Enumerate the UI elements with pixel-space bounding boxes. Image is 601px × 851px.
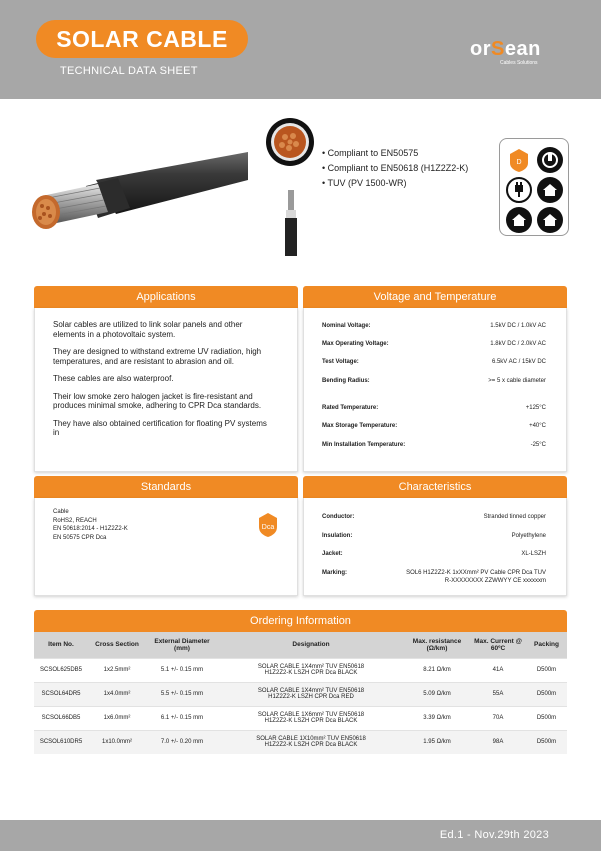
dca-badge-icon (257, 512, 279, 538)
applications-paragraph: Solar cables are utilized to link solar panels and other elements in a photovoltaic system. (53, 320, 243, 339)
cross-section-cell: 1x6.0mm² (88, 706, 146, 730)
diameter-cell: 6.1 +/- 0.15 mm (146, 706, 218, 730)
resistance-cell: 5.09 Ω/km (404, 682, 470, 706)
applications-section (34, 308, 298, 472)
svg-text:Dca: Dca (261, 524, 275, 531)
edition-date: Ed.1 - Nov.29th 2023 (439, 829, 549, 841)
standards-line: RoHS2, REACH (53, 517, 97, 524)
compliance-item: • Compliant to EN50618 (H1Z2Z2-K) (322, 161, 492, 176)
cable-layers-image (281, 190, 301, 256)
applications-paragraph: Their low smoke zero halogen jacket is fire-resistant and produces minimal smoke, adhering to CPR Dca standards. (53, 391, 262, 410)
standards-line: EN 50618:2014 - H1Z2Z2-K (53, 526, 128, 532)
applications-heading: Applications (34, 286, 298, 308)
characteristics-row: Marking: SOL6 H1Z2Z2-K 1xXXmm² PV Cable CPR Dca TUV (322, 570, 546, 576)
current-cell: 98A (470, 730, 526, 754)
column-header: Cross Section (88, 632, 146, 658)
packing-cell: D500m (526, 730, 567, 754)
standards-line: EN 50575 CPR Dca (53, 534, 107, 541)
designation-cell: SOLAR CABLE 1X6mm² TUV EN50618 H1Z2Z2-K LSZH CPR Dca BLACK (218, 706, 404, 730)
standards-section (34, 498, 298, 596)
voltage-row: Test Voltage: 6.5kV AC / 15kV DC (322, 359, 546, 365)
house-icon (506, 207, 532, 233)
compliance-item: • TUV (PV 1500-WR) (322, 176, 492, 191)
temperature-row: Rated Temperature: +125°C (322, 405, 546, 411)
voltage-row: Bending Radius: >= 5 x cable diameter (322, 378, 546, 384)
column-header: Max. Current @ 60ºC (470, 632, 526, 658)
resistance-cell: 1.95 Ω/km (404, 730, 470, 754)
column-header: Packing (526, 632, 567, 658)
diameter-cell: 7.0 +/- 0.20 mm (146, 730, 218, 754)
footer-band (0, 820, 601, 851)
characteristics-section (303, 498, 567, 596)
ordering-heading: Ordering Information (34, 610, 567, 632)
table-header-row (34, 632, 567, 658)
table-row (34, 730, 567, 754)
cross-section-cell: 1x10.0mm² (88, 730, 146, 754)
packing-cell: D500m (526, 706, 567, 730)
cable-cross-section-image (265, 117, 315, 167)
standards-line: Cable (53, 509, 69, 515)
diameter-cell: 5.1 +/- 0.15 mm (146, 658, 218, 682)
characteristics-row: Conductor: Stranded tinned copper (322, 514, 546, 520)
diameter-cell: 5.5 +/- 0.15 mm (146, 682, 218, 706)
page-subtitle: TECHNICAL DATA SHEET (60, 65, 198, 77)
item-no-cell: SCSOL610DR5 (34, 730, 88, 754)
table-row (34, 706, 567, 730)
packing-cell: D500m (526, 658, 567, 682)
dca-fire-icon (506, 147, 532, 173)
current-cell: 41A (470, 658, 526, 682)
applications-paragraph: They have also obtained certification for floating PV systems in (53, 418, 267, 437)
designation-cell: SOLAR CABLE 1X10mm² TUV EN50618 H1Z2Z2-K LSZH CPR Dca BLACK (218, 730, 404, 754)
company-logo (470, 38, 570, 70)
house-icon (537, 207, 563, 233)
current-cell: 70A (470, 706, 526, 730)
characteristics-row-continued: R-XXXXXXXX ZZWWYY CE xxxxxxm (444, 578, 546, 584)
resistance-cell: 8.21 Ω/km (404, 658, 470, 682)
table-row (34, 682, 567, 706)
certification-icons-box (499, 138, 569, 236)
uv-resistant-icon (537, 147, 563, 173)
item-no-cell: SCSOL64DR5 (34, 682, 88, 706)
voltage-section (303, 308, 567, 472)
header-band (0, 0, 601, 99)
applications-paragraph: These cables are also waterproof. (53, 374, 174, 383)
cross-section-cell: 1x2.5mm² (88, 658, 146, 682)
logo-tagline: Cables Solutions (500, 60, 538, 66)
svg-text:D: D (516, 159, 522, 166)
standards-list (53, 508, 128, 542)
characteristics-row: Insulation: Polyethylene (322, 533, 546, 539)
item-no-cell: SCSOL625DB5 (34, 658, 88, 682)
ordering-table (34, 632, 567, 754)
column-header: Max. resistance (Ω/km) (404, 632, 470, 658)
house-icon (537, 177, 563, 203)
voltage-row: Nominal Voltage: 1.5kV DC / 1.0kV AC (322, 323, 546, 329)
designation-cell: SOLAR CABLE 1X4mm² TUV EN50618 H1Z2Z2-K LSZH CPR Dca RED (218, 682, 404, 706)
table-row (34, 658, 567, 682)
plug-icon (506, 177, 532, 203)
voltage-row: Max Operating Voltage: 1.8kV DC / 2.0kV AC (322, 341, 546, 347)
column-header: External Diameter (mm) (146, 632, 218, 658)
voltage-heading: Voltage and Temperature (303, 286, 567, 308)
designation-cell: SOLAR CABLE 1X4mm² TUV EN50618 H1Z2Z2-K LSZH CPR Dca BLACK (218, 658, 404, 682)
applications-paragraph: They are designed to withstand extreme UV radiation, high temperatures, and are resistant to abrasion and oil. (53, 347, 262, 366)
page-title: SOLAR CABLE (36, 20, 248, 58)
packing-cell: D500m (526, 682, 567, 706)
temperature-row: Max Storage Temperature: +40°C (322, 423, 546, 429)
temperature-row: Min Installation Temperature: -25°C (322, 442, 546, 448)
current-cell: 55A (470, 682, 526, 706)
logo-wordmark: orSean (470, 38, 541, 60)
resistance-cell: 3.39 Ω/km (404, 706, 470, 730)
characteristics-heading: Characteristics (303, 476, 567, 498)
cross-section-cell: 1x4.0mm² (88, 682, 146, 706)
column-header: Item No. (34, 632, 88, 658)
item-no-cell: SCSOL66DB5 (34, 706, 88, 730)
characteristics-row: Jacket: XL-LSZH (322, 551, 546, 557)
column-header: Designation (218, 632, 404, 658)
compliance-list (322, 146, 492, 191)
cable-photo (26, 146, 248, 232)
standards-heading: Standards (34, 476, 298, 498)
compliance-item: • Compliant to EN50575 (322, 146, 492, 161)
